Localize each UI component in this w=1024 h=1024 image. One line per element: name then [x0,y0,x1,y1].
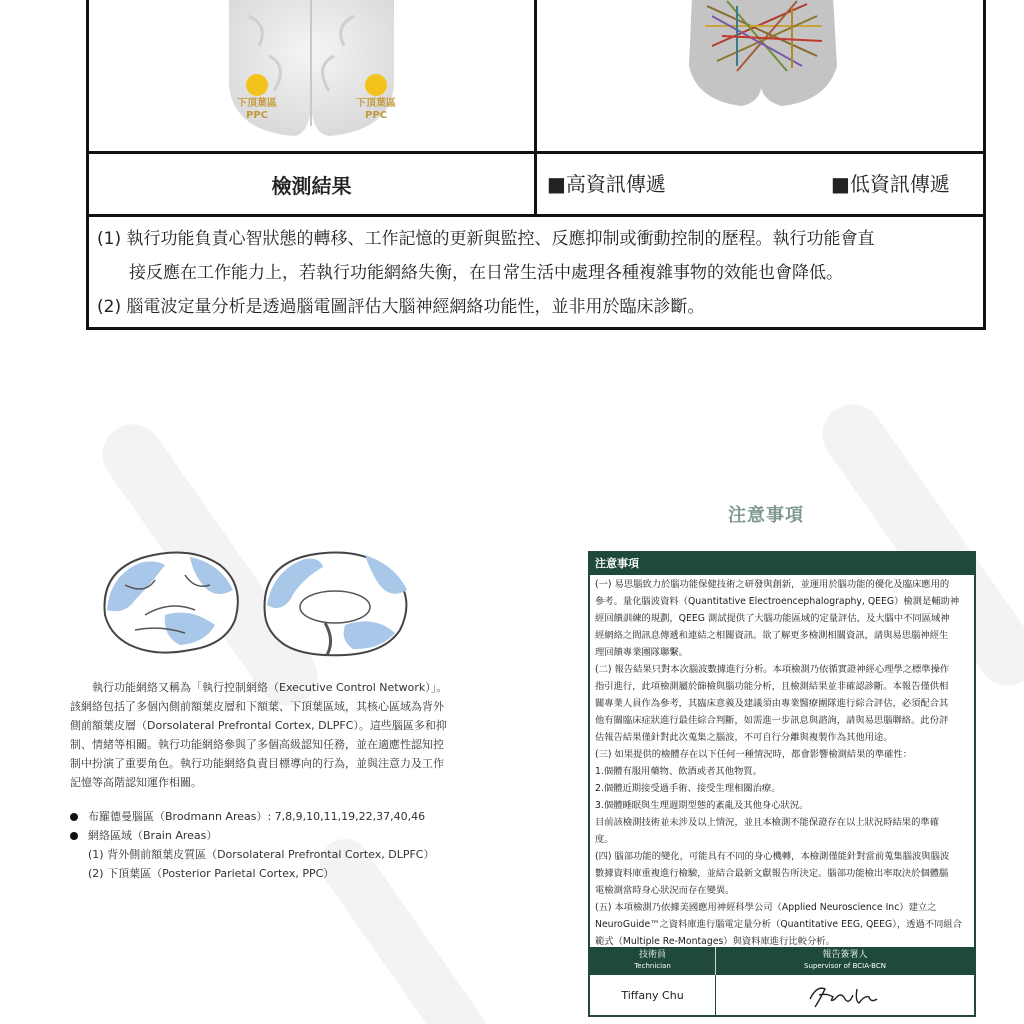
brain-top-view-image [89,0,534,151]
note-line: 接反應在工作能力上，若執行功能網絡失衡，在日常生活中處理各種複雜事物的效能也會降低。 [129,263,843,283]
result-label: 檢測結果 [89,154,537,214]
notice-line: (一) 易思腦致力於腦功能保健技術之研發與創新，並運用於腦功能的優化及臨床應用的 [595,579,950,590]
technician-header: 技術員 Technician [590,947,716,975]
result-row [89,154,983,217]
list-item: 布羅德曼腦區（Brodmann Areas）: 7,8,9,10,11,19,22,37,40,46 [70,807,490,826]
ppc-right-marker [365,74,387,96]
note-line: (2) 腦電波定量分析是透過腦電圖評估大腦神經網絡功能性，並非用於臨床診斷。 [97,297,705,317]
list-item: 網絡區域（Brain Areas） [70,826,490,845]
notice-box [588,551,976,1017]
supervisor-signature [716,975,974,1015]
notice-header: 注意事項 [590,553,974,575]
signature-table-header [590,947,974,975]
report-notes [97,222,977,324]
notice-line: 電檢測當時身心狀況而存在變異。 [595,885,735,896]
list-sub-item: (1) 背外側前額葉皮質區（Dorsolateral Prefrontal Cortex, DLPFC） [88,848,435,861]
brain-connectivity-image [537,0,983,151]
notice-line: 關專業人員作為參考，其臨床意義及建議須由專業醫療團隊進行綜合評估，必須配合其 [595,698,949,709]
note-line: (1) 執行功能負責心智狀態的轉移、工作記憶的更新與監控、反應抑制或衝動控制的歷程。執行功能會直 [97,229,875,249]
notice-line: 1.個體有服用藥物、飲酒或者其他物質。 [595,766,762,777]
signature-table [590,947,974,1015]
connectivity-brain-image-cell [537,0,983,151]
notice-line: 估報告結果僅針對此次蒐集之腦波，不可自行分離與複製作為其他用途。 [595,732,893,743]
notice-line: 3.個體睡眠與生理週期型態的紊亂及其他身心狀況。 [595,800,809,811]
notice-line: (四) 腦部功能的變化，可能具有不同的身心機轉，本檢測僅能針對當前蒐集腦波與腦波 [595,851,950,862]
ppc-left-marker [246,74,268,96]
report-table [86,0,986,330]
notice-line: 經回饋訓練的規劃，QEEG 測試提供了大腦功能區域的定量評估，及大腦中不同區域神 [595,613,950,624]
legend-high-transfer: ■高資訊傳遞 [547,172,666,196]
signature-table-body [590,975,974,1015]
notice-line: 範式（Multiple Re-Montages）與資料庫進行比較分析。 [595,936,835,947]
image-row [89,0,983,154]
notice-line: 2.個體近期接受過手術、接受生理相關治療。 [595,783,781,794]
notice-line: (五) 本項檢測乃依據美國應用神經科學公司（Applied Neuroscience Inc）建立之 [595,902,937,913]
brain-lateral-medial-image [95,545,435,665]
ppc-brain-image-cell [89,0,537,151]
notice-line: 目前該檢測技術並未涉及以上情況，並且本檢測不能保證存在以上狀況時結果的準確 [595,817,939,828]
ppc-right-label: 下頂葉區 PPC [356,98,396,121]
notice-line: 指引進行，此項檢測屬於篩檢與腦功能分析，且檢測結果並非確認診斷。本報告僅供相 [595,681,949,692]
executive-network-description: 執行功能網絡又稱為「執行控制網絡（Executive Control Network）」。該網絡包括了多個內側前額葉皮層和下額葉、下頂葉區域，其核心區域為背外側前額葉皮層（Dorsolateral Prefrontal Cortex, DLPFC）。這些腦區多和抑制、情緒等相關。執行功能網絡參與了多個高級認知任務，並在適應性認知控制中扮演了重要角色。執行功能網絡負責目標導向的行為，並與注意力及工作記憶等高階認知運作相關。 [70,681,448,789]
list-sub-item: (2) 下頂葉區（Posterior Parietal Cortex, PPC） [88,867,335,880]
ppc-left-label: 下頂葉區 PPC [237,98,277,121]
notice-line: 參考。量化腦波資料（Quantitative Electroencephalography, QEEG）檢測是輔助神 [595,596,960,607]
notice-line: 他有關臨床症狀進行最佳綜合判斷，如需進一步訊息與諮詢，請與易思腦聯絡。此份評 [595,715,949,726]
faded-notice-title: 注意事項 [728,505,804,526]
legend-low-transfer: ■低資訊傳遞 [831,172,950,196]
notice-line: NeuroGuide™之資料庫進行腦電定量分析（Quantitative EEG, QEEG），透過不同組合 [595,919,962,930]
notice-line: 數據資料庫重複進行檢驗，並結合最新文獻報告所決定。腦部功能檢出率取決於個體腦 [595,868,949,879]
handwritten-signature-image [805,981,885,1009]
notice-line: 度。 [595,834,614,845]
technician-name: Tiffany Chu [590,975,716,1015]
bullet-dot-icon [70,832,78,840]
bullet-dot-icon [70,813,78,821]
notice-line: 經網絡之間訊息傳遞和連結之相關資訊。欲了解更多檢測相關資訊，請與易思腦神經生 [595,630,949,641]
notice-line: 理回饋專業團隊聯繫。 [595,647,688,658]
notice-line: (二) 報告結果只對本次腦波數據進行分析。本項檢測乃依循實證神經心理學之標準操作 [595,664,950,675]
notice-line: (三) 如果提供的檢體存在以下任何一種情況時，都會影響檢測結果的準確性： [595,749,913,760]
notice-body [590,575,974,951]
network-bullet-list [70,807,490,883]
signer-header: 報告簽署人 Supervisor of BCIA-BCN [804,950,886,970]
